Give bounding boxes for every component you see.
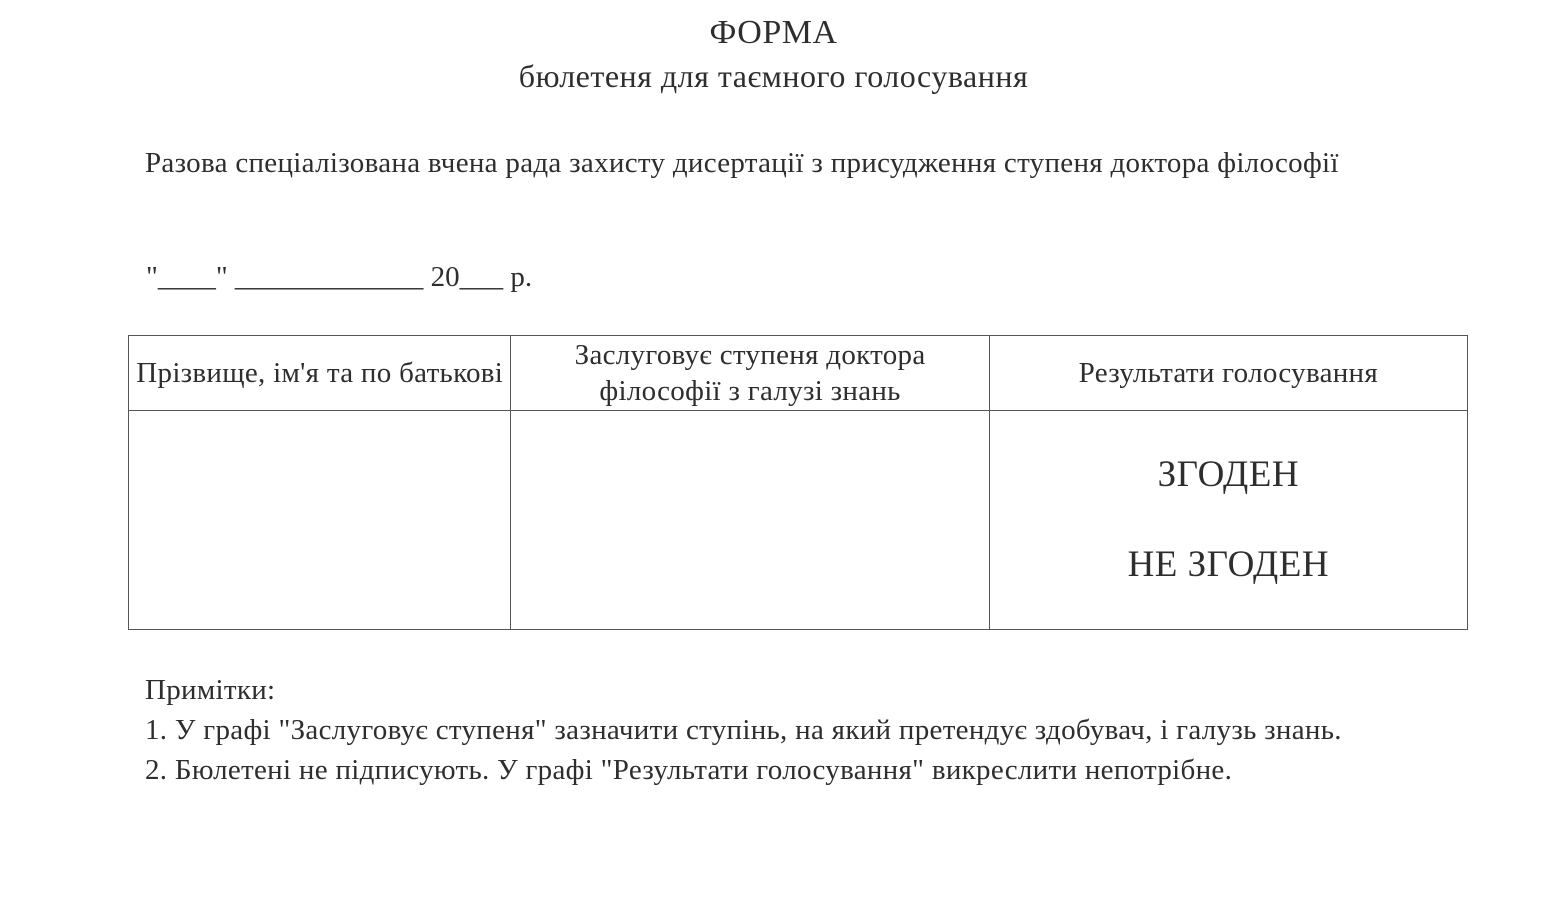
ballot-table xyxy=(128,335,1468,630)
voting-results-cell xyxy=(989,411,1467,630)
header-full-name xyxy=(129,336,511,411)
table-header-row xyxy=(129,336,1468,411)
degree-cell xyxy=(511,411,989,630)
full-name-cell xyxy=(129,411,511,630)
header-degree-label: Заслуговує ступеня доктора філософії з галузі знань xyxy=(574,339,926,407)
date-line: "____" _____________ 20___ р. xyxy=(146,261,533,293)
option-disagree: НЕ ЗГОДЕН xyxy=(1127,544,1330,585)
council-description: Разова спеціалізована вчена рада захисту дисертації з присудження ступеня доктора філософії xyxy=(145,147,1339,179)
option-agree: ЗГОДЕН xyxy=(1157,454,1300,495)
note-item-2: 2. Бюлетені не підписують. У графі "Результати голосування" викреслити непотрібне. xyxy=(145,754,1233,786)
notes-heading: Примітки: xyxy=(145,674,276,706)
notes-section xyxy=(47,672,1483,789)
header-voting-results xyxy=(989,336,1467,411)
form-title: ФОРМА xyxy=(709,14,838,51)
table-row xyxy=(129,411,1468,630)
form-subtitle: бюлетеня для таємного голосування xyxy=(518,58,1029,94)
header-degree xyxy=(511,336,989,411)
note-item-1: 1. У графі "Заслуговує ступеня" зазначити ступінь, на який претендує здобувач, і галузь знань. xyxy=(145,714,1342,746)
header-full-name-label: Прізвище, ім'я та по батькові xyxy=(136,357,504,389)
header-voting-results-label: Результати голосування xyxy=(1078,357,1379,389)
